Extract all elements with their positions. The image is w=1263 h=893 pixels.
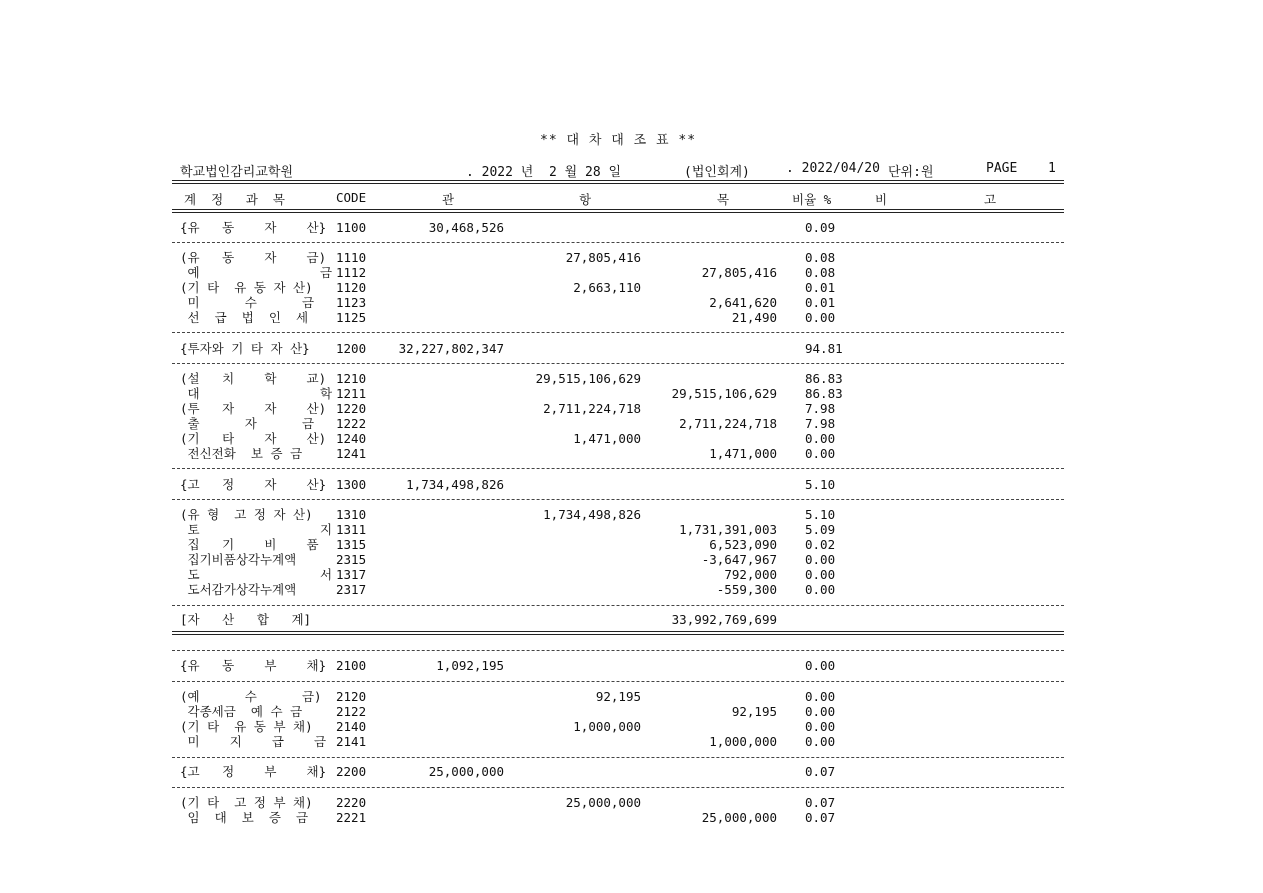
mok-amount: 29,515,106,629 (671, 386, 777, 401)
ratio-value: 0.00 (805, 689, 836, 704)
account-name: 도서감가상각누계액 (180, 582, 297, 597)
section-name: {투자와 기 타 자 산} (180, 341, 310, 356)
ratio-value: 0.07 (805, 810, 836, 825)
col-gwan: 관 (442, 192, 455, 207)
account-name: (기 타 고 정 부 채) (180, 795, 313, 810)
account-name: (예 수 금) (180, 689, 322, 704)
period-date: . 2022 년 2 월 28 일 (466, 165, 622, 180)
account-name: (설 치 학 교) (180, 371, 327, 386)
ratio-value: 0.08 (805, 265, 836, 280)
account-code: 2120 (336, 689, 367, 704)
account-name: 집 기 비 품 (180, 537, 319, 552)
table-row (0, 582, 1263, 597)
accounting-type: (법인회계) (684, 165, 750, 180)
ratio-value: 5.10 (805, 507, 836, 522)
account-name: (투 자 자 산) (180, 401, 327, 416)
account-code: 1210 (336, 371, 367, 386)
section-name: {고 정 자 산} (180, 477, 327, 492)
section-row (0, 477, 1263, 492)
col-code: CODE (336, 190, 367, 205)
section-dashed-rule (172, 499, 1064, 500)
mok-amount: -559,300 (716, 582, 777, 597)
section-name: {유 동 부 채} (180, 658, 327, 673)
ratio-value: 0.00 (805, 567, 836, 582)
hang-amount: 92,195 (595, 689, 641, 704)
report-title: ** 대 차 대 조 표 ** (540, 133, 697, 148)
section-row (0, 341, 1263, 356)
section-row (0, 220, 1263, 235)
account-code: 1240 (336, 431, 367, 446)
mok-amount: 1,000,000 (709, 734, 777, 749)
mok-amount: 1,471,000 (709, 446, 777, 461)
section-row (0, 764, 1263, 779)
table-row (0, 552, 1263, 567)
hang-amount: 1,471,000 (573, 431, 641, 446)
ratio-value: 0.07 (805, 795, 836, 810)
account-code: 2317 (336, 582, 367, 597)
table-row (0, 734, 1263, 749)
account-code: 2315 (336, 552, 367, 567)
account-code: 1120 (336, 280, 367, 295)
section-ratio: 0.00 (805, 658, 836, 673)
page-label: PAGE (986, 161, 1018, 176)
ratio-value: 7.98 (805, 416, 836, 431)
table-row (0, 371, 1263, 386)
institution-name: 학교법인감리교학원 (180, 165, 294, 180)
ratio-value: 0.02 (805, 537, 836, 552)
section-dashed-rule (172, 468, 1064, 469)
account-code: 1123 (336, 295, 367, 310)
account-code: 1125 (336, 310, 367, 325)
section-row (0, 658, 1263, 673)
mok-amount: 27,805,416 (701, 265, 777, 280)
account-name: 선 급 법 인 세 (180, 310, 309, 325)
table-row (0, 401, 1263, 416)
mok-amount: 21,490 (731, 310, 777, 325)
table-row (0, 280, 1263, 295)
column-header-double-rule (172, 209, 1064, 213)
table-row (0, 386, 1263, 401)
asset-total-double-rule (172, 631, 1064, 635)
account-code: 1317 (336, 567, 367, 582)
ratio-value: 0.01 (805, 280, 836, 295)
account-code: 1220 (336, 401, 367, 416)
section-name: {고 정 부 채} (180, 764, 327, 779)
account-name: 집기비품상각누계액 (180, 552, 297, 567)
account-code: 1315 (336, 537, 367, 552)
mok-amount: 25,000,000 (701, 810, 777, 825)
table-row (0, 250, 1263, 265)
ratio-value: 0.00 (805, 552, 836, 567)
hang-amount: 1,734,498,826 (543, 507, 641, 522)
section-ratio: 5.10 (805, 477, 836, 492)
table-row (0, 265, 1263, 280)
account-name: 미 지 급 금 (180, 734, 327, 749)
mok-amount: 1,731,391,003 (679, 522, 777, 537)
section-code: 2200 (336, 764, 367, 779)
col-mok: 목 (717, 192, 730, 207)
section-gwan: 32,227,802,347 (398, 341, 504, 356)
account-name: 예 금 (180, 265, 333, 280)
ratio-value: 0.01 (805, 295, 836, 310)
section-gwan: 1,092,195 (436, 658, 504, 673)
ratio-value: 0.00 (805, 446, 836, 461)
ratio-value: 0.00 (805, 734, 836, 749)
account-name: (기 타 유 동 자 산) (180, 280, 313, 295)
section-dashed-rule (172, 332, 1064, 333)
section-dashed-rule (172, 605, 1064, 606)
account-code: 1241 (336, 446, 367, 461)
table-row (0, 689, 1263, 704)
section-dashed-rule (172, 681, 1064, 682)
section-dashed-rule (172, 363, 1064, 364)
mok-amount: 92,195 (731, 704, 777, 719)
mok-amount: -3,647,967 (701, 552, 777, 567)
section-dashed-rule (172, 242, 1064, 243)
account-name: 각종세금 예 수 금 (180, 704, 303, 719)
account-name: (기 타 자 산) (180, 431, 327, 446)
account-code: 1112 (336, 265, 367, 280)
table-row (0, 522, 1263, 537)
section-name: {유 동 자 산} (180, 220, 327, 235)
unit-label: 단위:원 (888, 165, 934, 180)
section-code: 2100 (336, 658, 367, 673)
print-date: . 2022/04/20 (786, 161, 880, 176)
account-code: 1222 (336, 416, 367, 431)
hang-amount: 2,663,110 (573, 280, 641, 295)
account-code: 2221 (336, 810, 367, 825)
account-code: 2220 (336, 795, 367, 810)
account-code: 1310 (336, 507, 367, 522)
account-name: 미 수 금 (180, 295, 315, 310)
account-name: 대 학 (180, 386, 333, 401)
account-code: 1211 (336, 386, 367, 401)
asset-total-amount: 33,992,769,699 (671, 612, 777, 627)
section-dashed-rule (172, 650, 1064, 651)
account-name: (기 타 유 동 부 채) (180, 719, 313, 734)
section-code: 1100 (336, 220, 367, 235)
table-row (0, 507, 1263, 522)
col-ratio: 비율 % (792, 192, 832, 207)
table-row (0, 567, 1263, 582)
table-row (0, 810, 1263, 825)
header-double-rule (172, 180, 1064, 184)
hang-amount: 27,805,416 (565, 250, 641, 265)
ratio-value: 7.98 (805, 401, 836, 416)
table-row (0, 537, 1263, 552)
table-row (0, 416, 1263, 431)
col-account: 계 정 과 목 (184, 192, 285, 207)
hang-amount: 29,515,106,629 (535, 371, 641, 386)
hang-amount: 1,000,000 (573, 719, 641, 734)
section-dashed-rule (172, 787, 1064, 788)
table-row (0, 719, 1263, 734)
page-number: 1 (1048, 161, 1056, 176)
account-name: 임 대 보 증 금 (180, 810, 309, 825)
table-row (0, 431, 1263, 446)
section-gwan: 1,734,498,826 (406, 477, 504, 492)
table-row (0, 446, 1263, 461)
section-ratio: 0.09 (805, 220, 836, 235)
section-ratio: 0.07 (805, 764, 836, 779)
table-row (0, 795, 1263, 810)
ratio-value: 0.00 (805, 719, 836, 734)
account-code: 2140 (336, 719, 367, 734)
table-row (0, 704, 1263, 719)
mok-amount: 6,523,090 (709, 537, 777, 552)
asset-total-label: [자 산 합 계] (180, 612, 312, 627)
asset-total-row (0, 612, 1263, 627)
mok-amount: 792,000 (724, 567, 777, 582)
account-code: 2122 (336, 704, 367, 719)
hang-amount: 2,711,224,718 (543, 401, 641, 416)
account-code: 2141 (336, 734, 367, 749)
section-code: 1200 (336, 341, 367, 356)
account-name: 출 자 금 (180, 416, 315, 431)
ratio-value: 86.83 (805, 386, 843, 401)
col-hang: 항 (579, 192, 592, 207)
ratio-value: 86.83 (805, 371, 843, 386)
mok-amount: 2,641,620 (709, 295, 777, 310)
ratio-value: 0.00 (805, 310, 836, 325)
section-gwan: 30,468,526 (428, 220, 504, 235)
account-name: 전신전화 보 증 금 (180, 446, 303, 461)
table-row (0, 295, 1263, 310)
account-name: 토 지 (180, 522, 333, 537)
ratio-value: 0.00 (805, 582, 836, 597)
section-code: 1300 (336, 477, 367, 492)
account-name: (유 형 고 정 자 산) (180, 507, 313, 522)
account-code: 1110 (336, 250, 367, 265)
hang-amount: 25,000,000 (565, 795, 641, 810)
ratio-value: 0.00 (805, 704, 836, 719)
mok-amount: 2,711,224,718 (679, 416, 777, 431)
account-code: 1311 (336, 522, 367, 537)
ratio-value: 5.09 (805, 522, 836, 537)
section-dashed-rule (172, 757, 1064, 758)
ratio-value: 0.08 (805, 250, 836, 265)
table-row (0, 310, 1263, 325)
account-name: 도 서 (180, 567, 333, 582)
section-gwan: 25,000,000 (428, 764, 504, 779)
col-remark-1: 비 (875, 192, 888, 207)
col-remark-2: 고 (984, 192, 997, 207)
section-ratio: 94.81 (805, 341, 843, 356)
account-name: (유 동 자 금) (180, 250, 327, 265)
ratio-value: 0.00 (805, 431, 836, 446)
